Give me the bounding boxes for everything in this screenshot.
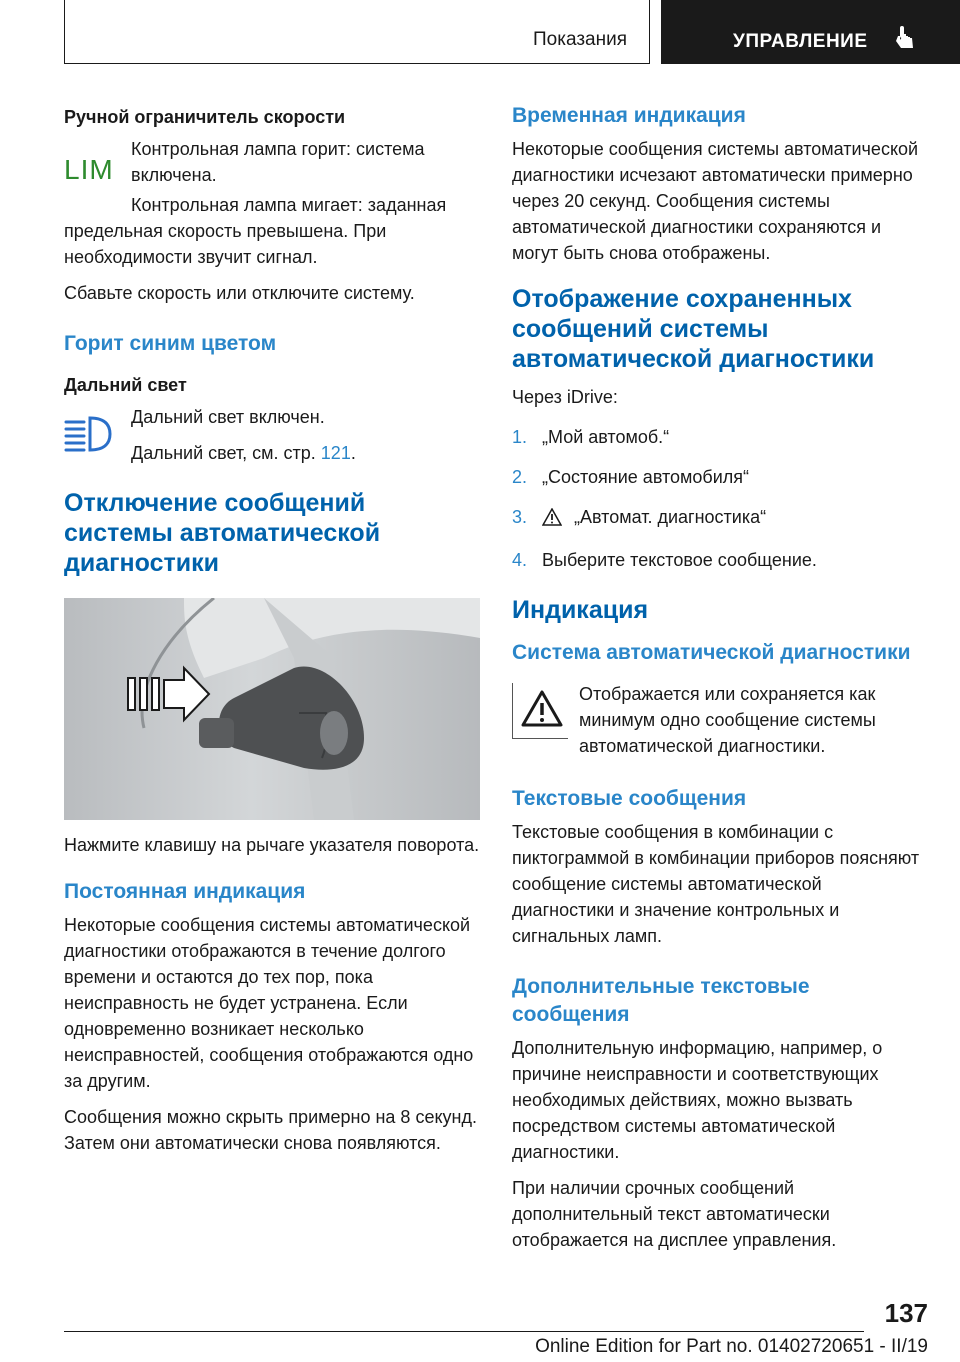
idrive-steps-list [512, 424, 928, 573]
step-2 [512, 464, 928, 490]
high-beam-row [64, 404, 480, 466]
turn-signal-lever-image [64, 598, 480, 820]
speed-limiter-p1: Контрольная лампа горит: система включена. [131, 139, 425, 185]
footer-divider [64, 1331, 864, 1332]
auto-diagnostic-row [512, 681, 928, 761]
text-messages-heading: Текстовые сообщения [512, 787, 747, 810]
high-beam-heading: Дальний свет [64, 375, 187, 395]
speed-limiter-p2: Контрольная лампа мигает: заданная предельная скорость превышена. При необходимости звучит сигнал. [64, 195, 447, 267]
blue-heading: Горит синим цветом [64, 332, 277, 355]
permanent-p1: Некоторые сообщения системы автоматической диагностики отображаются в течение долгого времени и остаются до тех пор, пока неисправность не будет устранена. Если одновременно возникает несколько неисправностей, сообщения отображаются одно за другим. [64, 915, 474, 1091]
step-text: „Мой автомоб.“ [542, 427, 670, 447]
speed-limiter-row [64, 136, 480, 192]
extra-messages-p2: При наличии срочных сообщений дополнительный текст автоматически отображается на дисплее управления. [512, 1178, 837, 1250]
indication-heading: Индикация [512, 596, 649, 624]
warning-icon-frame [512, 683, 568, 739]
high-beam-p1: Дальний свет включен. [131, 407, 325, 427]
extra-messages-p1: Дополнительную информацию, например, о причине неисправности и соответствующих необходимых действиях, можно вызвать посредством системы автоматической диагностики. [512, 1038, 883, 1162]
step-3 [512, 504, 928, 533]
step-number: 2. [512, 467, 528, 487]
permanent-p2: Сообщения можно скрыть примерно на 8 секунд. Затем они автоматически снова появляются. [64, 1107, 477, 1153]
speed-limiter-p3: Сбавьте скорость или отключите систему. [64, 283, 415, 303]
hand-pointer-icon [893, 24, 917, 57]
page-link-121[interactable]: 121 [320, 443, 351, 463]
extra-messages-heading: Дополнительные текстовые сообщения [512, 975, 810, 1026]
step-1 [512, 424, 928, 450]
step-text: „Состояние автомобиля“ [542, 467, 750, 487]
text-messages-p1: Текстовые сообщения в комбинации с пиктограммой в комбинации приборов поясняют сообщение системы автоматической диагностики и значение контрольных и сигнальных ламп. [512, 822, 920, 946]
temporary-heading: Временная индикация [512, 104, 746, 127]
header-section-box [64, 0, 650, 64]
high-beam-p2 [131, 440, 480, 466]
high-beam-icon [64, 414, 114, 459]
high-beam-p2-suffix: . [350, 443, 356, 463]
lim-indicator-icon: LIM [64, 154, 114, 185]
speed-limiter-heading: Ручной ограничитель скорости [64, 107, 346, 127]
stored-messages-heading: Отображение сохраненных сообщений системы автоматической диагностики [512, 285, 875, 373]
step-text: Выберите текстовое сообщение. [542, 550, 817, 570]
step-number: 3. [512, 507, 528, 527]
step-4 [512, 547, 928, 573]
disable-messages-heading: Отключение сообщений системы автоматической диагностики [64, 489, 381, 577]
step-number: 1. [512, 427, 528, 447]
left-column [64, 100, 480, 1166]
right-column [512, 100, 928, 1263]
header-chapter-tab [661, 0, 960, 64]
auto-diagnostic-p1: Отображается или сохраняется как минимум одно сообщение системы автоматической диагностики. [579, 684, 876, 756]
footer-edition: Online Edition for Part no. 01402720651 - II/19 [535, 1336, 928, 1357]
auto-diagnostic-heading: Система автоматической диагностики [512, 641, 911, 664]
header-section-title: Показания [533, 29, 627, 50]
header-chapter-title: УПРАВЛЕНИЕ [733, 31, 868, 52]
permanent-heading: Постоянная индикация [64, 880, 306, 903]
temporary-p1: Некоторые сообщения системы автоматической диагностики исчезают автоматически примерно через 20 секунд. Сообщения системы автоматической диагностики сохраняются и могут быть снова отображены. [512, 139, 919, 263]
step-text: „Автомат. диагностика“ [574, 507, 767, 527]
high-beam-p2-text: Дальний свет, см. стр. [131, 443, 321, 463]
warning-triangle-icon [542, 507, 562, 533]
page-number: 137 [884, 1298, 928, 1328]
stored-intro: Через iDrive: [512, 387, 618, 407]
step-number: 4. [512, 550, 528, 570]
turn-signal-caption: Нажмите клавишу на рычаге указателя поворота. [64, 835, 480, 855]
